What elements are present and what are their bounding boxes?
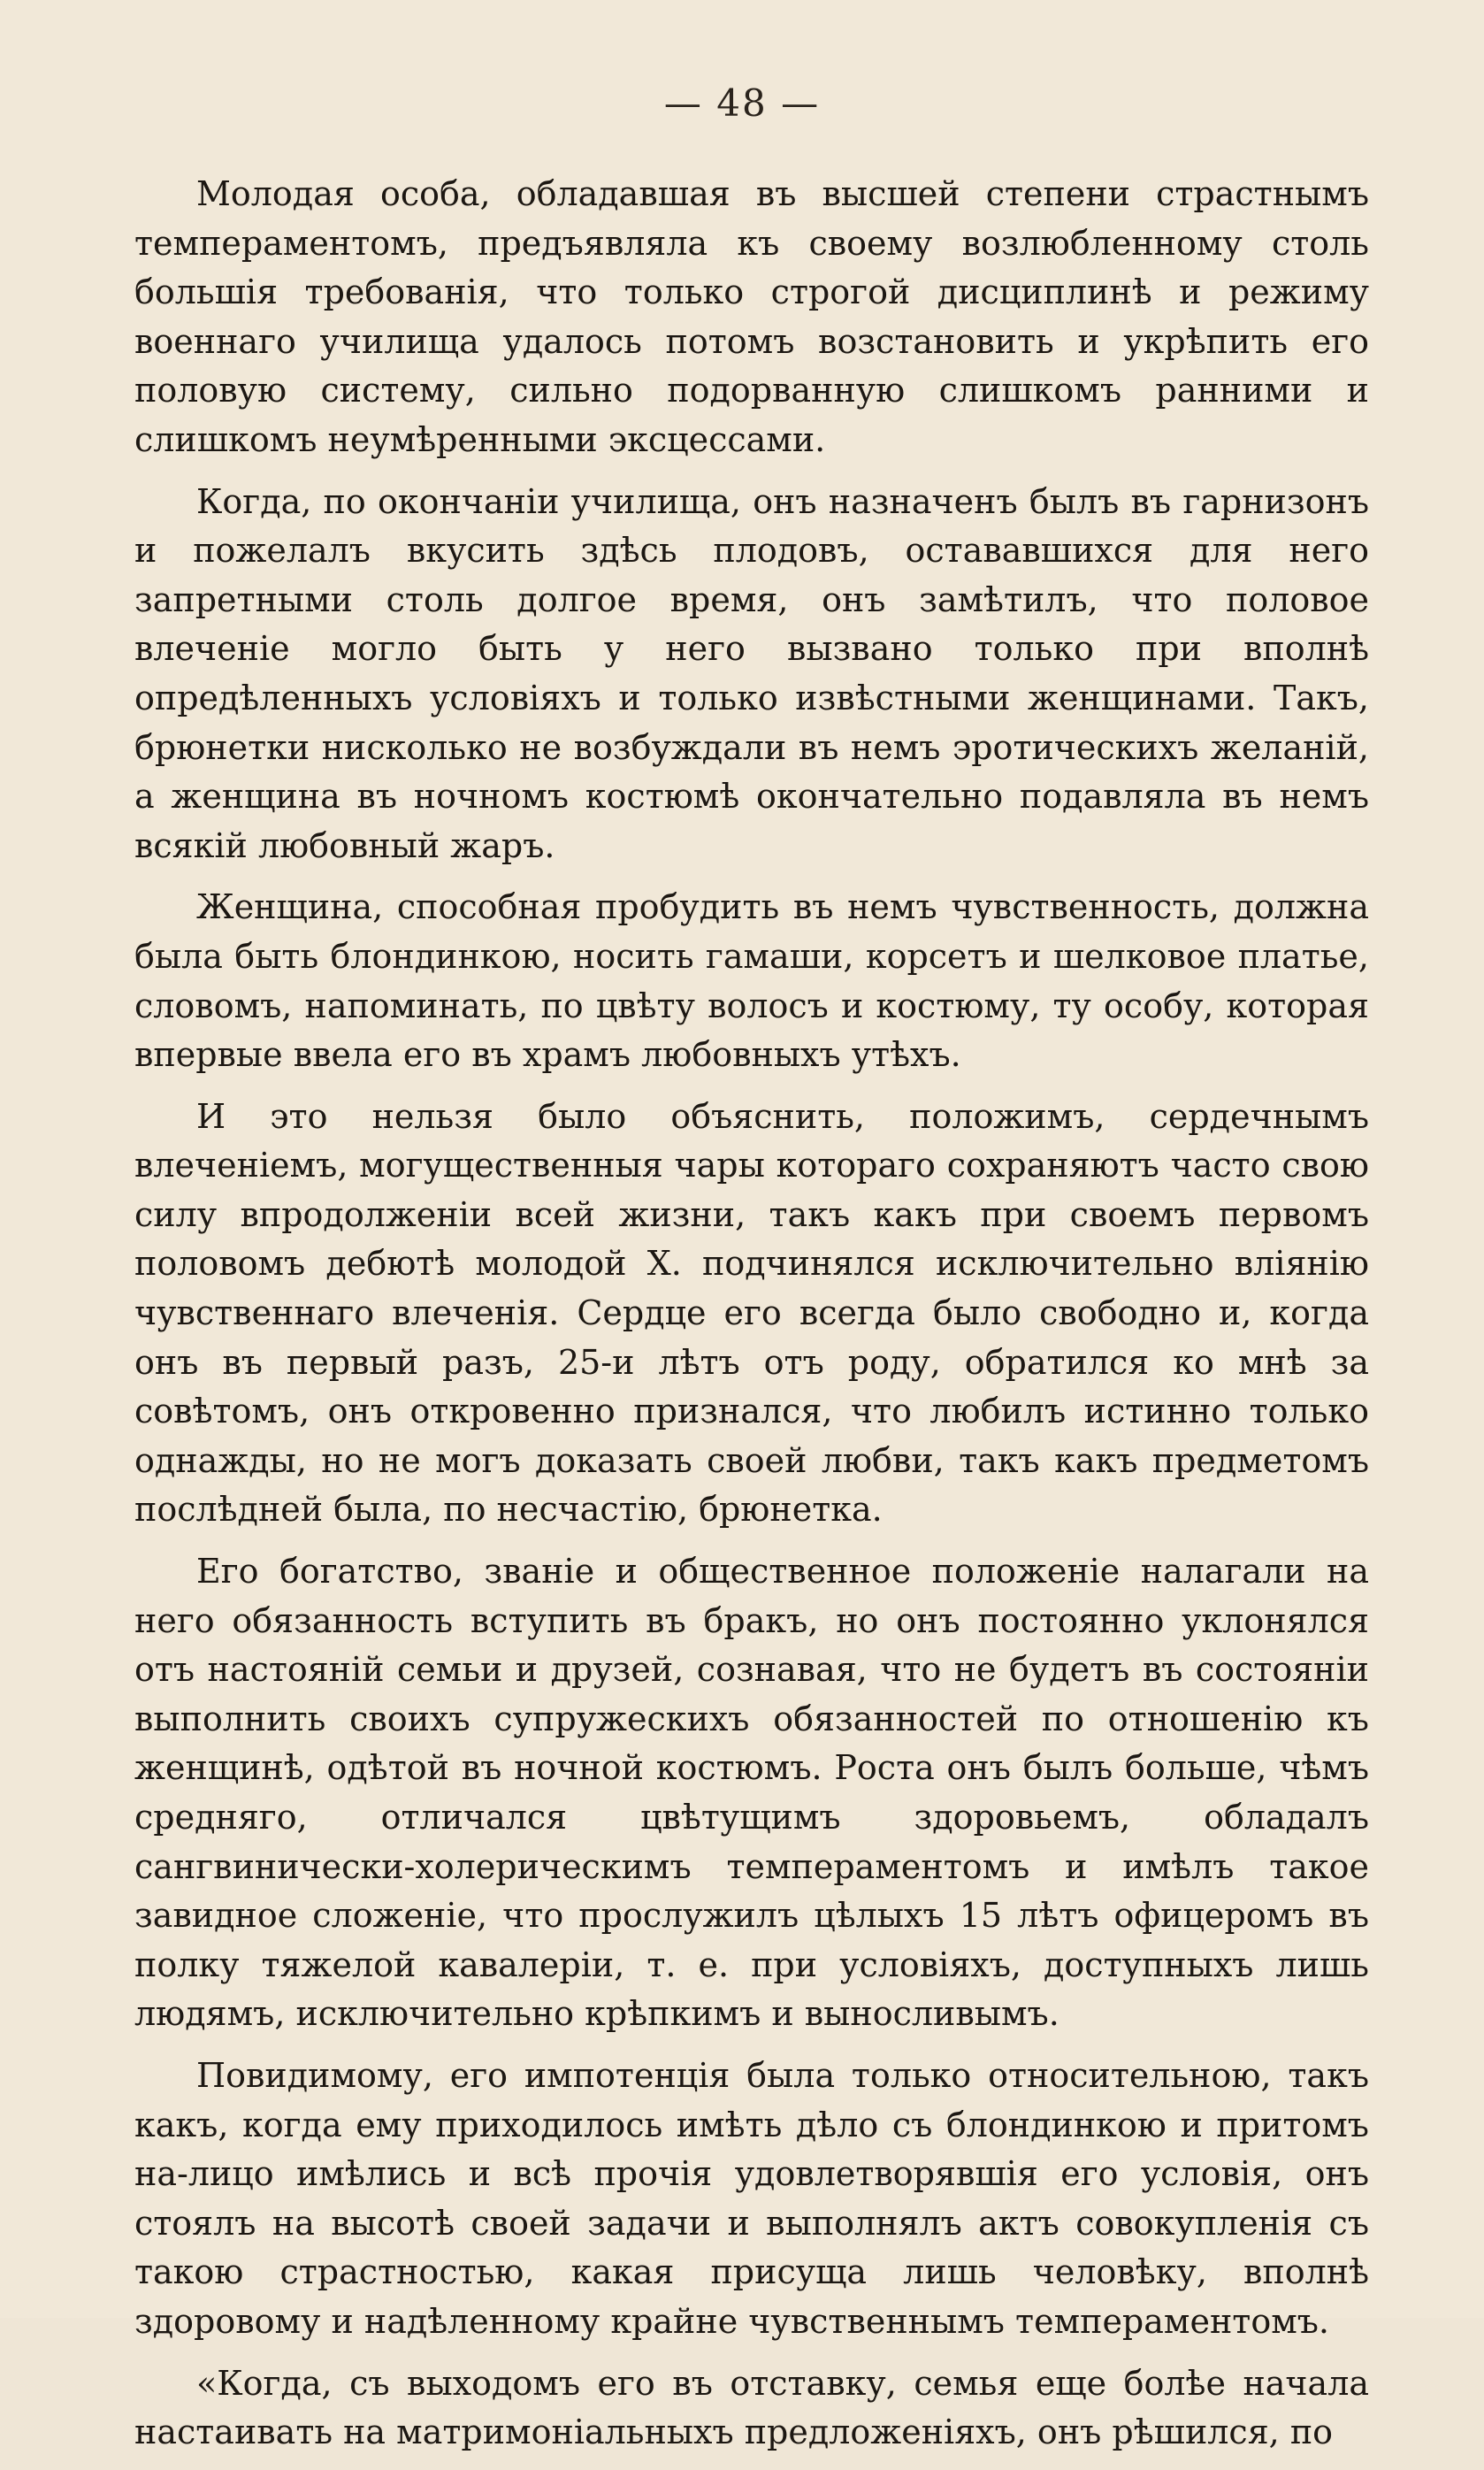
- paragraph-3: Женщина, способная пробудить въ немъ чувственность, должна была быть блондинкою, носить гамаши, корсетъ и шелковое платье, словомъ, напоминать, по цвѣту волосъ и костюму, ту особу, которая впервые ввела его въ храмъ любовныхъ утѣхъ.: [134, 887, 1369, 1075]
- paragraph-1: Молодая особа, обладавшая въ высшей степени страстнымъ темпераментомъ, предъявляла къ своему возлюбленному столь большія требованія, что только строгой дисциплинѣ и режиму военнаго училища удалось потомъ возстановить и укрѣпить его половую систему, сильно подорванную слишкомъ ранними и слишкомъ неумѣренными эксцессами.: [134, 174, 1369, 459]
- page-number: — 48 —: [663, 81, 821, 125]
- paragraph-4: И это нельзя было объяснить, положимъ, сердечнымъ влеченіемъ, могущественныя чары котораго сохраняютъ часто свою силу впродолженіи всей жизни, такъ какъ при своемъ первомъ половомъ дебютѣ молодой X. подчинялся исключительно вліянію чувственнаго влеченія. Сердце его всегда было свободно и, когда онъ въ первый разъ, 25-и лѣтъ отъ роду, обратился ко мнѣ за совѣтомъ, онъ откровенно признался, что любилъ истинно только однажды, но не могъ доказать своей любви, такъ какъ предметомъ послѣдней была, по несчастію, брюнетка.: [134, 1096, 1369, 1530]
- paragraph-7: «Когда, съ выходомъ его въ отставку, семья еще болѣе начала настаивать на матримоніальныхъ предложеніяхъ, онъ рѣшился, по: [134, 2363, 1369, 2452]
- paragraph-5: Его богатство, званіе и общественное положеніе налагали на него обязанность вступить въ бракъ, но онъ постоянно уклонялся отъ настояній семьи и друзей, сознавая, что не будетъ въ состояніи выполнить своихъ супружескихъ обязанностей по отношенію къ женщинѣ, одѣтой въ ночной костюмъ. Роста онъ былъ больше, чѣмъ средняго, отличался цвѣтущимъ здоровьемъ, обладалъ сангвинически-холерическимъ темпераментомъ и имѣлъ такое завидное сложеніе, что прослужилъ цѣлыхъ 15 лѣтъ офицеромъ въ полку тяжелой кавалеріи, т. е. при условіяхъ, доступныхъ лишь людямъ, исключительно крѣпкимъ и выносливымъ.: [134, 1552, 1369, 2034]
- body-text: [134, 170, 1369, 2470]
- paragraph-6: Повидимому, его импотенція была только относительною, такъ какъ, когда ему приходилось имѣть дѣло съ блондинкою и притомъ на-лицо имѣлись и всѣ прочія удовлетворявшія его условія, онъ стоялъ на высотѣ своей задачи и выполнялъ актъ совокупленія съ такою страстностью, какая присуща лишь человѣку, вполнѣ здоровому и надѣленному крайне чувственнымъ темпераментомъ.: [134, 2055, 1369, 2341]
- paragraph-2: Когда, по окончаніи училища, онъ назначенъ былъ въ гарнизонъ и пожелалъ вкусить здѣсь плодовъ, остававшихся для него запретными столь долгое время, онъ замѣтилъ, что половое влеченіе могло быть у него вызвано только при вполнѣ опредѣленныхъ условіяхъ и только извѣстными женщинами. Такъ, брюнетки нисколько не возбуждали въ немъ эротическихъ желаній, а женщина въ ночномъ костюмѣ окончательно подавляла въ немъ всякій любовный жаръ.: [134, 481, 1369, 865]
